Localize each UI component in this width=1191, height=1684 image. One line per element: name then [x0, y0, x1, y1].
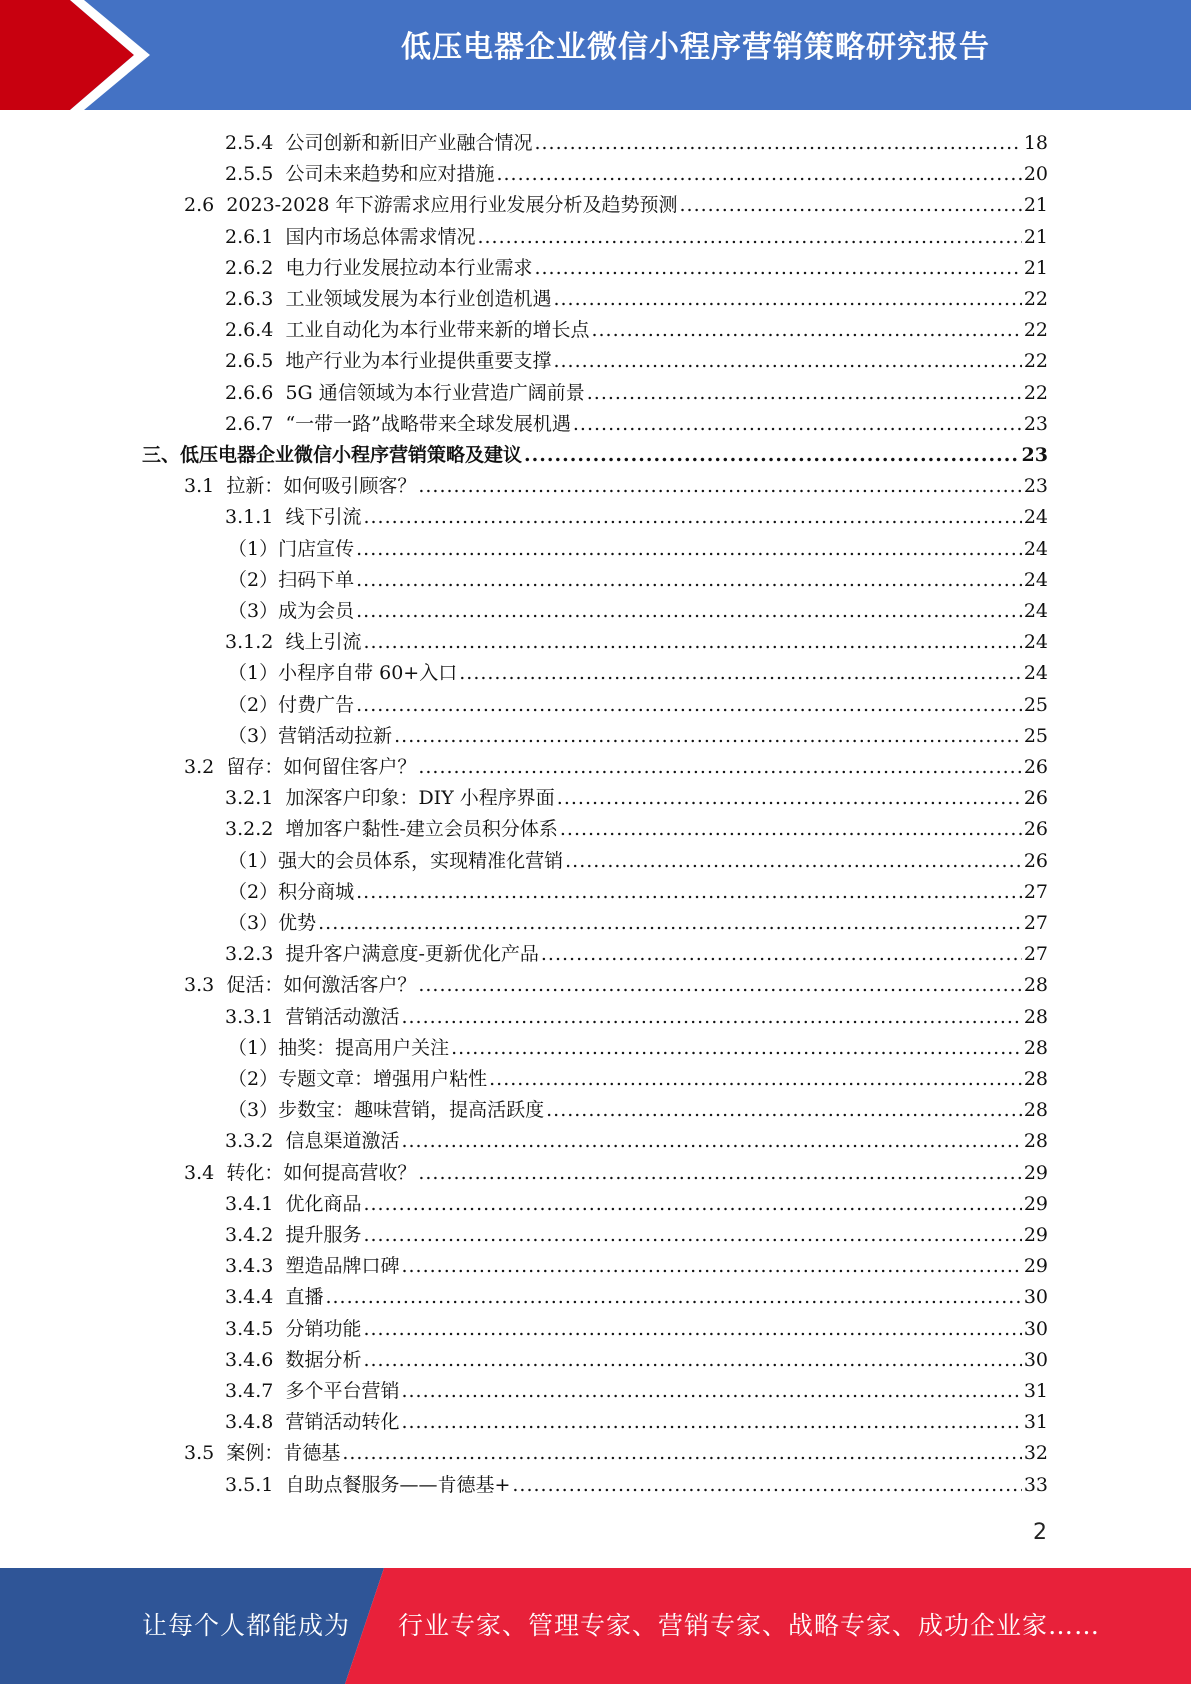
- toc-entry-title: 门店宣传: [278, 537, 355, 560]
- toc-entry-title: 扫码下单: [278, 568, 355, 591]
- page-footer: [0, 1568, 1191, 1684]
- page-header: [0, 0, 1191, 110]
- toc-entry-page: 29: [1023, 1224, 1048, 1246]
- toc-entry-page: 23: [1021, 444, 1048, 466]
- toc-entry-page: 22: [1023, 350, 1048, 373]
- toc-leader-dots: [325, 1282, 1021, 1313]
- toc-entry-title: 提升客户满意度-更新优化产品: [285, 943, 539, 966]
- toc-entry-title: 成为会员: [278, 600, 355, 622]
- toc-entry-title: 塑造品牌口碑: [285, 1255, 400, 1278]
- toc-entry[interactable]: [228, 877, 1048, 908]
- toc-leader-dots: [591, 315, 1021, 346]
- toc-entry-number: 2.6.2: [225, 256, 274, 279]
- toc-leader-dots: [524, 440, 1020, 471]
- toc-entry[interactable]: [184, 1438, 1048, 1469]
- toc-leader-dots: [418, 752, 1021, 783]
- toc-entry-number: 3.4.3: [225, 1255, 274, 1278]
- toc-leader-dots: [679, 190, 1021, 221]
- toc-entry-page: 27: [1023, 943, 1048, 966]
- toc-entry-number: （3）: [228, 1099, 279, 1122]
- toc-entry-number: 3.4.6: [225, 1348, 274, 1371]
- toc-entry-page: 21: [1023, 194, 1048, 217]
- toc-entry-number: 2.5.4: [225, 132, 274, 154]
- toc-entry-number: （2）: [228, 880, 279, 903]
- toc-entry[interactable]: [228, 721, 1048, 752]
- toc-entry[interactable]: [225, 1220, 1048, 1251]
- footer-slogan-left: 让每个人都能成为: [142, 1611, 351, 1640]
- toc-entry[interactable]: [225, 1189, 1048, 1220]
- toc-entry-page: 24: [1023, 631, 1048, 654]
- toc-entry-page: 28: [1023, 1005, 1048, 1028]
- toc-entry-number: 2.6.3: [225, 288, 274, 310]
- toc-entry-title: 促活：如何激活客户？: [226, 974, 417, 997]
- toc-entry-title: 专题文章：增强用户粘性: [278, 1068, 488, 1090]
- toc-leader-dots: [565, 846, 1022, 877]
- toc-entry-title: 优化商品: [285, 1192, 362, 1215]
- toc-entry-title: 转化：如何提高营收？: [226, 1161, 417, 1184]
- toc-entry-page: 32: [1023, 1442, 1048, 1465]
- toc-entry-number: （3）: [228, 724, 279, 747]
- toc-entry-page: 22: [1023, 381, 1048, 404]
- toc-leader-dots: [401, 1407, 1021, 1438]
- toc-entry-title: 电力行业发展拉动本行业需求: [285, 256, 533, 279]
- toc-entry[interactable]: [225, 159, 1048, 190]
- toc-entry[interactable]: [228, 565, 1048, 596]
- toc-entry[interactable]: [228, 690, 1048, 721]
- toc-entry[interactable]: [225, 128, 1048, 159]
- toc-entry-page: 25: [1023, 724, 1048, 747]
- toc-entry[interactable]: [228, 596, 1048, 627]
- toc-entry-title: 案例：肯德基: [226, 1442, 341, 1465]
- toc-entry-page: 28: [1023, 974, 1048, 997]
- toc-entry-number: 3.5: [184, 1442, 215, 1465]
- toc-entry-title: 营销活动转化: [285, 1411, 400, 1434]
- toc-leader-dots: [363, 502, 1021, 533]
- toc-entry[interactable]: [184, 970, 1048, 1001]
- toc-entry[interactable]: [225, 502, 1048, 533]
- toc-entry-title: 5G 通信领域为本行业营造广阔前景: [285, 381, 585, 404]
- toc-entry-number: （1）: [228, 1036, 279, 1059]
- toc-entry-title: 付费广告: [278, 693, 355, 716]
- toc-entry[interactable]: [225, 627, 1048, 658]
- toc-entry[interactable]: [225, 1470, 1048, 1501]
- toc-entry-title: 步数宝：趣味营销，提高活跃度: [278, 1099, 545, 1122]
- page-number: 2: [1033, 1520, 1047, 1545]
- toc-entry[interactable]: [228, 908, 1048, 939]
- toc-entry-title: 数据分析: [285, 1348, 362, 1371]
- toc-entry[interactable]: [225, 1345, 1048, 1376]
- toc-leader-dots: [541, 939, 1022, 970]
- toc-entry-title: 小程序自带 60+入口: [278, 662, 458, 685]
- toc-entry[interactable]: [225, 939, 1048, 970]
- toc-entry-page: 29: [1023, 1161, 1048, 1184]
- toc-entry-page: 26: [1023, 818, 1048, 841]
- toc-leader-dots: [401, 1002, 1021, 1033]
- toc-leader-dots: [489, 1064, 1022, 1095]
- toc-entry-title: 加深客户印象：DIY 小程序界面: [285, 787, 555, 810]
- footer-slogan-right: 行业专家、管理专家、营销专家、战略专家、成功企业家……: [398, 1611, 1101, 1640]
- toc-leader-dots: [512, 1470, 1021, 1501]
- toc-entry-page: 33: [1023, 1473, 1048, 1496]
- toc-entry-title: 自助点餐服务——肯德基+: [285, 1473, 511, 1496]
- toc-entry-number: 3.2.2: [225, 818, 274, 841]
- toc-entry-title: 优势: [278, 912, 317, 934]
- toc-entry-page: 25: [1023, 693, 1048, 716]
- toc-entry-page: 27: [1023, 912, 1048, 934]
- toc-entry[interactable]: [225, 378, 1048, 409]
- toc-entry[interactable]: [142, 440, 1048, 471]
- toc-leader-dots: [459, 658, 1022, 689]
- toc-leader-dots: [534, 128, 1021, 159]
- toc-leader-dots: [557, 783, 1022, 814]
- toc-entry-title: 营销活动激活: [285, 1005, 400, 1028]
- toc-leader-dots: [560, 814, 1022, 845]
- toc-entry-title: 低压电器企业微信小程序营销策略及建议: [180, 444, 523, 466]
- toc-entry-number: （3）: [228, 912, 279, 934]
- toc-entry-number: 3.4.2: [225, 1224, 274, 1246]
- toc-entry-page: 29: [1023, 1192, 1048, 1215]
- toc-leader-dots: [363, 1314, 1021, 1345]
- toc-entry-number: 3.2.1: [225, 787, 274, 810]
- toc-entry-title: 增加客户黏性-建立会员积分体系: [285, 818, 558, 841]
- toc-leader-dots: [553, 346, 1021, 377]
- toc-leader-dots: [356, 877, 1022, 908]
- toc-entry-number: （2）: [228, 1068, 279, 1090]
- toc-entry-title: 国内市场总体需求情况: [285, 225, 476, 248]
- toc-entry-title: 工业自动化为本行业带来新的增长点: [285, 319, 590, 342]
- toc-entry[interactable]: [225, 222, 1048, 253]
- toc-leader-dots: [363, 1345, 1021, 1376]
- toc-entry[interactable]: [225, 1314, 1048, 1345]
- toc-entry[interactable]: [225, 1376, 1048, 1407]
- toc-entry-number: 3.4.4: [225, 1286, 274, 1309]
- toc-entry[interactable]: [225, 409, 1048, 440]
- toc-entry-page: 24: [1023, 662, 1048, 685]
- toc-entry-number: 3.1: [184, 475, 215, 498]
- toc-entry-title: 直播: [285, 1286, 324, 1309]
- toc-entry[interactable]: [225, 1282, 1048, 1313]
- toc-entry-number: 3.4.8: [225, 1411, 274, 1434]
- toc-entry-number: 3.4.5: [225, 1317, 274, 1340]
- toc-entry-number: 2.6.1: [225, 225, 274, 248]
- toc-entry[interactable]: [225, 814, 1048, 845]
- toc-entry-title: 抽奖：提高用户关注: [278, 1036, 450, 1059]
- toc-leader-dots: [451, 1033, 1022, 1064]
- toc-entry-title: 地产行业为本行业提供重要支撑: [285, 350, 552, 373]
- toc-entry-number: 2.6.7: [225, 412, 274, 435]
- toc-entry-page: 30: [1023, 1286, 1048, 1309]
- toc-entry[interactable]: [228, 846, 1048, 877]
- toc-leader-dots: [356, 534, 1022, 565]
- toc-entry[interactable]: [184, 1158, 1048, 1189]
- toc-entry-page: 31: [1023, 1411, 1048, 1434]
- toc-entry-number: 3.2.3: [225, 943, 274, 966]
- toc-entry-number: （2）: [228, 568, 279, 591]
- toc-entry-page: 31: [1023, 1380, 1048, 1402]
- toc-leader-dots: [401, 1126, 1021, 1157]
- toc-leader-dots: [534, 253, 1021, 284]
- toc-entry[interactable]: [184, 752, 1048, 783]
- toc-entry-number: （3）: [228, 600, 279, 622]
- toc-entry[interactable]: [228, 1064, 1048, 1095]
- toc-entry-page: 22: [1023, 319, 1048, 342]
- toc-entry-title: 多个平台营销: [285, 1380, 400, 1402]
- toc-entry-number: 3.3.1: [225, 1005, 274, 1028]
- toc-entry-page: 22: [1023, 288, 1048, 310]
- toc-entry-title: 公司创新和新旧产业融合情况: [285, 132, 533, 154]
- toc-leader-dots: [318, 908, 1022, 939]
- toc-entry-title: 留存：如何留住客户？: [226, 756, 417, 778]
- toc-entry-number: 2.5.5: [225, 163, 274, 186]
- toc-entry-title: 分销功能: [285, 1317, 362, 1340]
- toc-entry-page: 26: [1023, 849, 1048, 872]
- toc-entry-number: 2.6: [184, 194, 215, 217]
- toc-entry-title: 公司未来趋势和应对措施: [285, 163, 495, 186]
- toc-leader-dots: [401, 1251, 1021, 1282]
- toc-leader-dots: [363, 1220, 1021, 1251]
- toc-entry-page: 28: [1023, 1068, 1048, 1090]
- toc-entry-number: （1）: [228, 662, 279, 685]
- toc-entry-page: 28: [1023, 1130, 1048, 1153]
- toc-entry-number: （1）: [228, 537, 279, 560]
- toc-entry[interactable]: [228, 534, 1048, 565]
- toc-entry-number: （1）: [228, 849, 279, 872]
- toc-entry[interactable]: [225, 1126, 1048, 1157]
- toc-entry-title: “一带一路”战略带来全球发展机遇: [285, 412, 571, 435]
- toc-entry-page: 28: [1023, 1099, 1048, 1122]
- toc-entry-page: 21: [1023, 225, 1048, 248]
- toc-entry[interactable]: [225, 284, 1048, 315]
- toc-entry-number: 2.6.5: [225, 350, 274, 373]
- toc-entry[interactable]: [228, 1095, 1048, 1126]
- toc-leader-dots: [363, 627, 1021, 658]
- toc-entry-page: 26: [1023, 756, 1048, 778]
- toc-leader-dots: [356, 565, 1022, 596]
- toc-leader-dots: [394, 721, 1022, 752]
- toc-entry-number: 3.5.1: [225, 1473, 274, 1496]
- toc-entry-title: 信息渠道激活: [285, 1130, 400, 1153]
- toc-entry-page: 24: [1023, 600, 1048, 622]
- toc-entry-page: 29: [1023, 1255, 1048, 1278]
- toc-entry[interactable]: [225, 315, 1048, 346]
- toc-leader-dots: [496, 159, 1021, 190]
- toc-entry-number: （2）: [228, 693, 279, 716]
- toc-entry-number: 2.6.6: [225, 381, 274, 404]
- toc-entry-title: 营销活动拉新: [278, 724, 393, 747]
- toc-entry-number: 3.1.1: [225, 506, 274, 529]
- toc-entry-page: 24: [1023, 506, 1048, 529]
- toc-entry-title: 积分商城: [278, 880, 355, 903]
- toc-entry-page: 24: [1023, 568, 1048, 591]
- toc-entry[interactable]: [225, 1002, 1048, 1033]
- toc-leader-dots: [546, 1095, 1022, 1126]
- toc-entry-page: 30: [1023, 1317, 1048, 1340]
- toc-leader-dots: [356, 690, 1022, 721]
- report-title: 低压电器企业微信小程序营销策略研究报告: [401, 30, 990, 65]
- toc-entry-title: 强大的会员体系，实现精准化营销: [278, 849, 564, 872]
- toc-entry[interactable]: [228, 658, 1048, 689]
- toc-entry-number: 3.3: [184, 974, 215, 997]
- toc-leader-dots: [418, 970, 1021, 1001]
- toc-entry-title: 线下引流: [285, 506, 362, 529]
- toc-leader-dots: [553, 284, 1021, 315]
- toc-leader-dots: [418, 1158, 1021, 1189]
- toc-entry[interactable]: [225, 1251, 1048, 1282]
- toc-entry-page: 23: [1023, 475, 1048, 498]
- toc-leader-dots: [587, 378, 1022, 409]
- toc-entry-page: 27: [1023, 880, 1048, 903]
- toc-entry[interactable]: [184, 190, 1048, 221]
- toc-entry-number: 3.3.2: [225, 1130, 274, 1153]
- toc-entry-number: 3.2: [184, 756, 215, 778]
- chevron-arrow-icon: [0, 0, 160, 110]
- toc-entry-page: 26: [1023, 787, 1048, 810]
- toc-entry-number: 2.6.4: [225, 319, 274, 342]
- toc-entry-number: 3.4.7: [225, 1380, 274, 1402]
- toc-entry[interactable]: [225, 253, 1048, 284]
- toc-leader-dots: [342, 1438, 1021, 1469]
- toc-entry-page: 23: [1023, 412, 1048, 435]
- toc-entry[interactable]: [184, 471, 1048, 502]
- toc-leader-dots: [477, 222, 1021, 253]
- toc-entry-title: 线上引流: [285, 631, 362, 654]
- toc-entry-page: 28: [1023, 1036, 1048, 1059]
- toc-entry-number: 3.1.2: [225, 631, 274, 654]
- toc-entry-number: 3.4: [184, 1161, 215, 1184]
- toc-entry-page: 20: [1023, 163, 1048, 186]
- toc-entry-page: 30: [1023, 1348, 1048, 1371]
- toc-leader-dots: [363, 1189, 1021, 1220]
- toc-leader-dots: [401, 1376, 1021, 1407]
- toc-entry-page: 21: [1023, 256, 1048, 279]
- toc-entry[interactable]: [225, 783, 1048, 814]
- toc-entry-title: 工业领域发展为本行业创造机遇: [285, 288, 552, 310]
- toc-entry-page: 24: [1023, 537, 1048, 560]
- toc-entry[interactable]: [225, 1407, 1048, 1438]
- toc-entry-number: 三、: [142, 444, 181, 466]
- toc-entry[interactable]: [228, 1033, 1048, 1064]
- toc-entry-number: 3.4.1: [225, 1192, 274, 1215]
- toc-leader-dots: [573, 409, 1022, 440]
- toc-leader-dots: [418, 471, 1021, 502]
- toc-entry-page: 18: [1023, 132, 1048, 154]
- toc-leader-dots: [356, 596, 1022, 627]
- toc-entry-title: 提升服务: [285, 1224, 362, 1246]
- toc-entry-title: 拉新：如何吸引顾客？: [226, 475, 417, 498]
- toc-entry[interactable]: [225, 346, 1048, 377]
- toc-entry-title: 2023-2028 年下游需求应用行业发展分析及趋势预测: [226, 194, 678, 217]
